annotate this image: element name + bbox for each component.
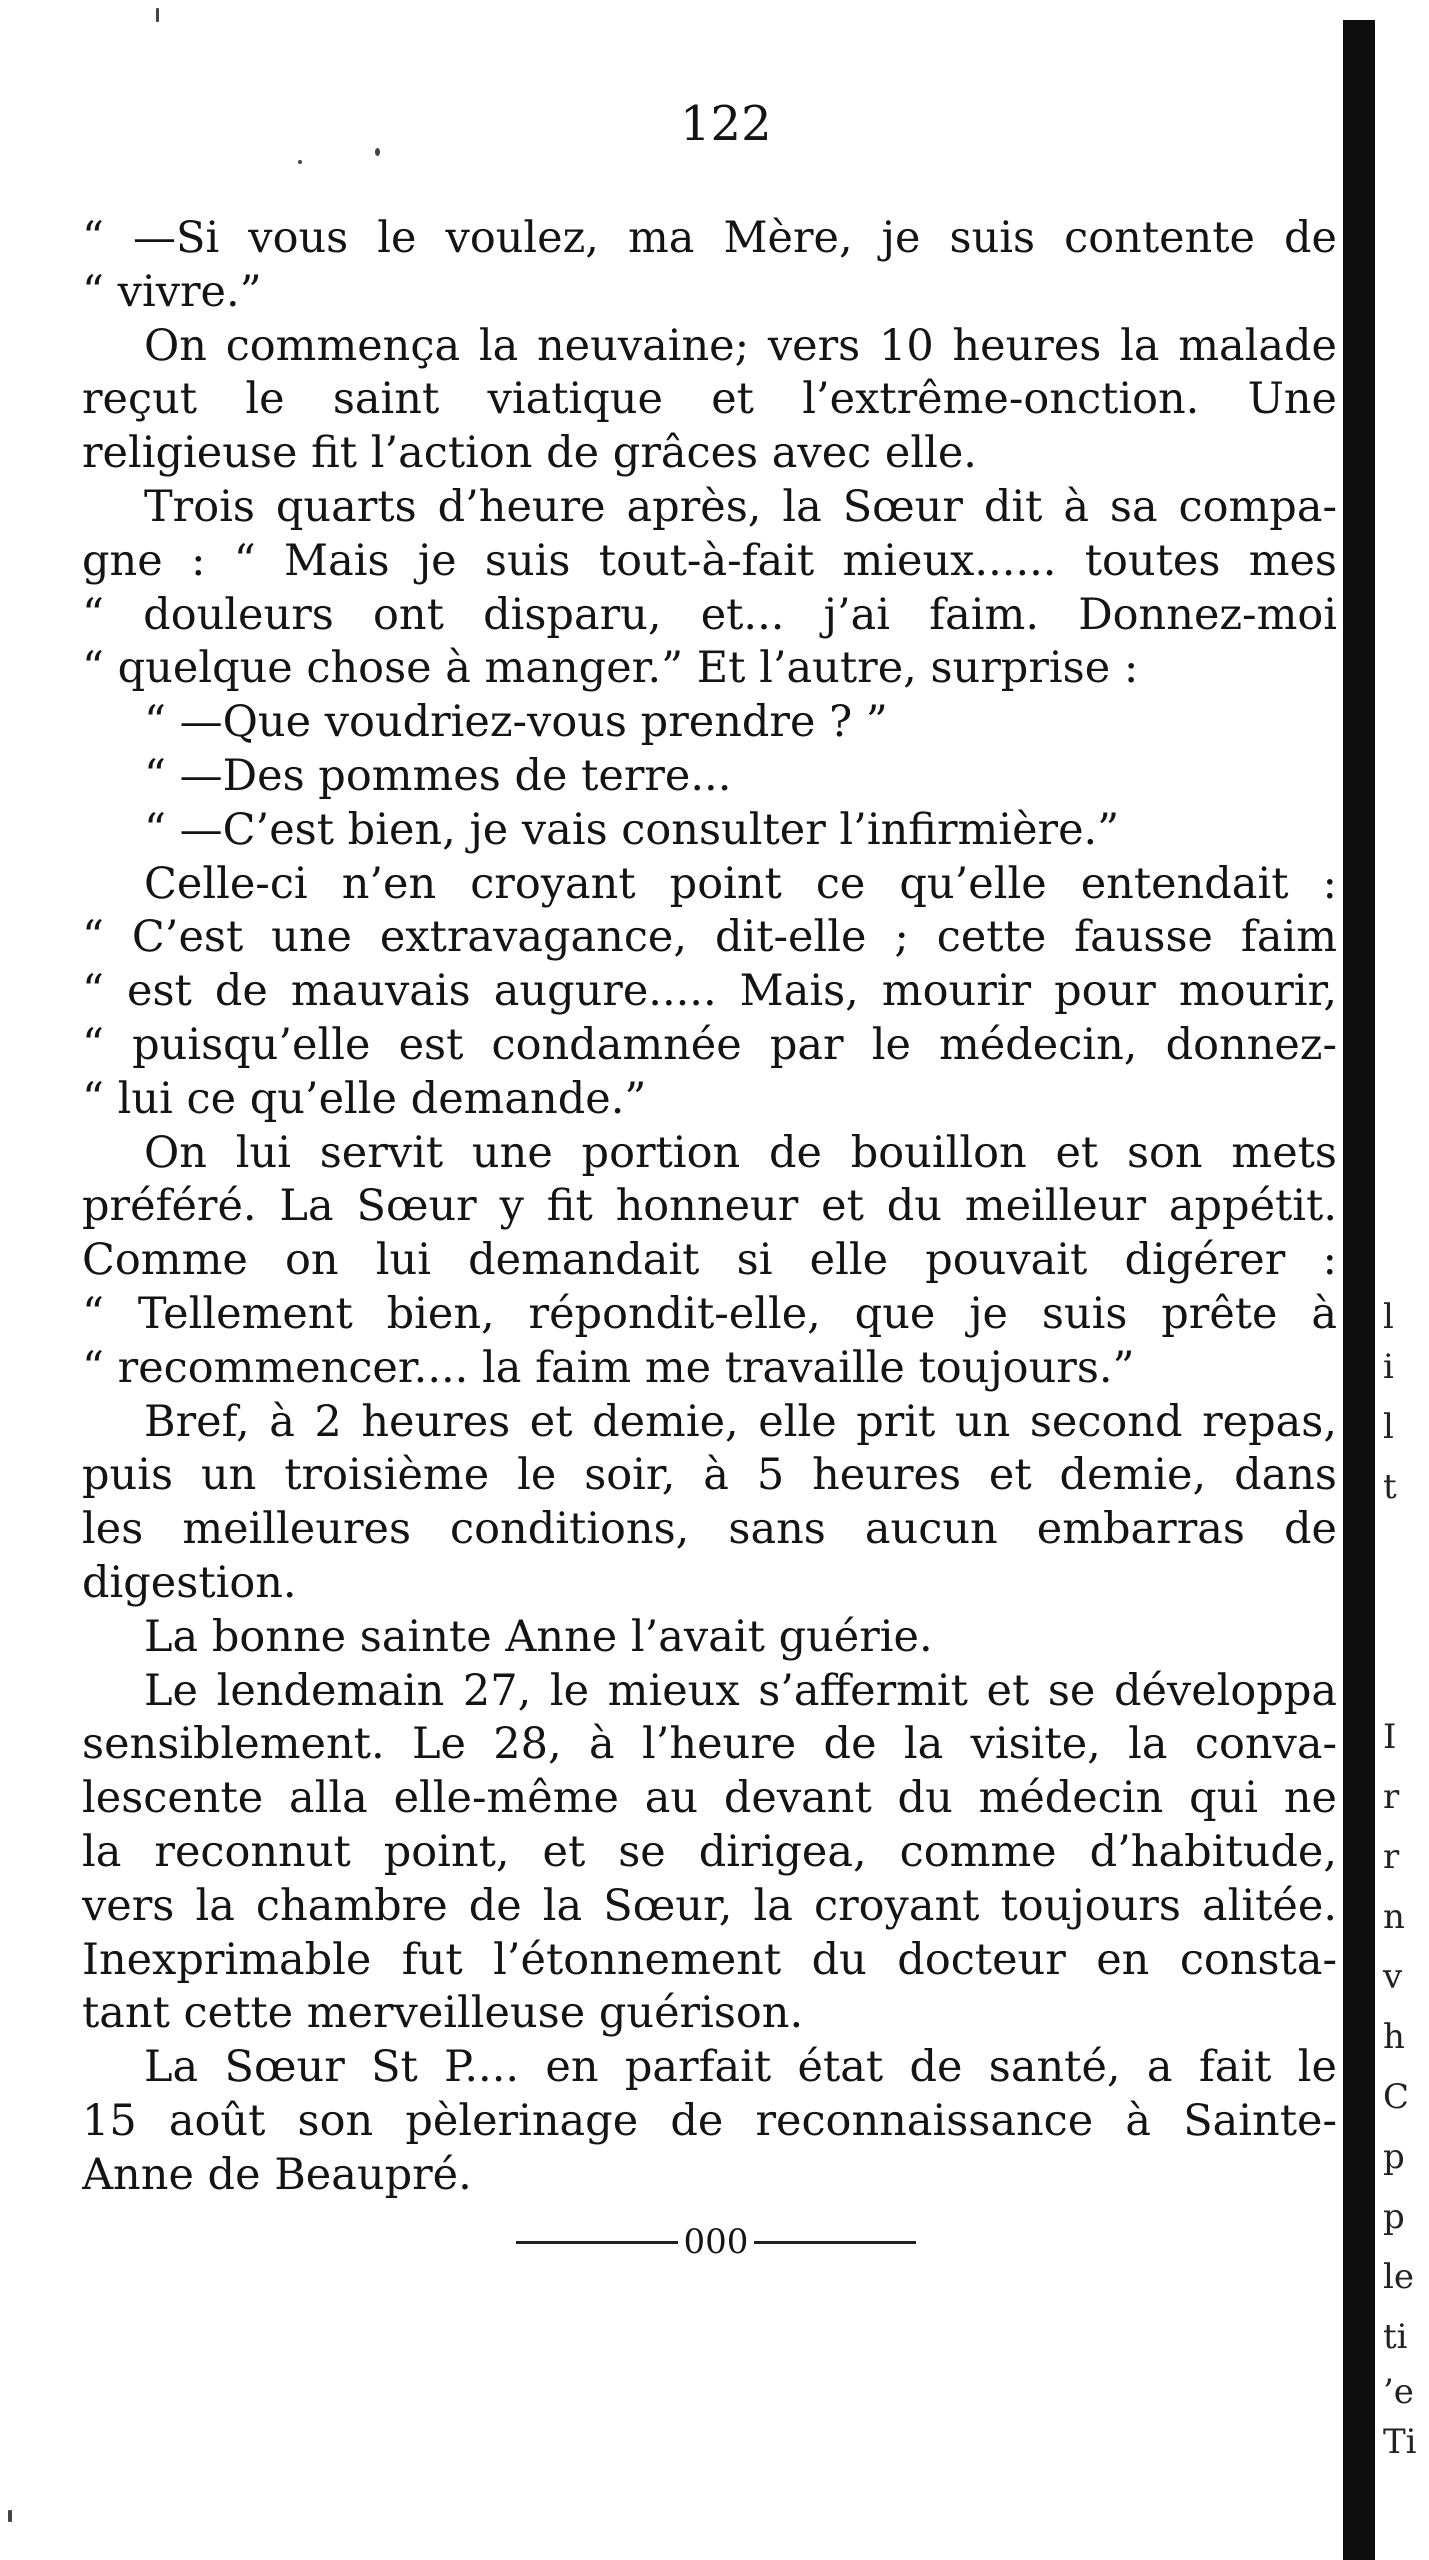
page-number: 122 (680, 96, 772, 152)
ink-speck (156, 8, 159, 22)
text-line: “ Tellement bien, répondit-elle, que je suis prête à (82, 1288, 1337, 1339)
facing-page-fragment: h (1383, 2017, 1405, 2057)
text-line: “ —C’est bien, je vais consulter l’infirmière.” (144, 804, 1120, 855)
text-line: gne : “ Mais je suis tout-à-fait mieux...... toutes mes (82, 535, 1337, 586)
text-line: “ —Si vous le voulez, ma Mère, je suis contente de (82, 213, 1337, 263)
body-text (82, 212, 1337, 2202)
text-line: On lui servit une portion de bouillon et son mets (144, 1127, 1337, 1178)
text-line: La bonne sainte Anne l’avait guérie. (144, 1611, 933, 1662)
text-line: tant cette merveilleuse guérison. (82, 1988, 804, 2039)
facing-page-fragment: ’e (1383, 2372, 1414, 2412)
text-line: “ quelque chose à manger.” Et l’autre, surprise : (82, 643, 1139, 694)
facing-page-fragment: r (1383, 1837, 1400, 1877)
text-line: “ —Que voudriez-vous prendre ? ” (144, 697, 888, 748)
text-line: “ recommencer.... la faim me travaille toujours.” (82, 1342, 1135, 1393)
text-line: La Sœur St P.... en parfait état de santé, a fait le (144, 2042, 1337, 2093)
text-line: “ lui ce qu’elle demande.” (82, 1073, 647, 1124)
facing-page-fragment: C (1383, 2077, 1410, 2117)
facing-page-fragment: p (1383, 2197, 1405, 2237)
text-line: “ douleurs ont disparu, et... j’ai faim. Donnez-moi (82, 589, 1337, 640)
separator-rule-left (516, 2241, 678, 2244)
text-line: Comme on lui demandait si elle pouvait digérer : (82, 1235, 1337, 1286)
section-separator (516, 2222, 916, 2262)
text-line: “ —Des pommes de terre... (144, 750, 732, 801)
text-line: On commença la neuvaine; vers 10 heures la malade (144, 320, 1337, 371)
facing-page-fragment: I (1383, 1717, 1397, 1757)
facing-page-fragment: le (1383, 2257, 1414, 2297)
text-line: 15 août son pèlerinage de reconnaissance à Sainte- (82, 2095, 1337, 2146)
ink-speck (8, 2510, 12, 2522)
text-line: lescente alla elle-même au devant du médecin qui ne (82, 1773, 1337, 1824)
text-line: vers la chambre de la Sœur, la croyant toujours alitée. (82, 1880, 1337, 1931)
text-line: “ vivre.” (82, 266, 262, 317)
text-line: Bref, à 2 heures et demie, elle prit un second repas, (144, 1396, 1337, 1447)
separator-rule-right (754, 2241, 916, 2244)
text-line: Celle-ci n’en croyant point ce qu’elle entendait : (144, 858, 1337, 909)
facing-page-fragment: n (1383, 1897, 1405, 1937)
text-line: puis un troisième le soir, à 5 heures et demie, dans (82, 1450, 1337, 1501)
facing-page-fragment: i (1383, 1347, 1394, 1387)
ink-speck (298, 160, 302, 164)
text-line: Le lendemain 27, le mieux s’affermit et se développa (144, 1665, 1337, 1716)
separator-mark: 000 (683, 2222, 749, 2262)
facing-page-fragment: v (1383, 1957, 1403, 1997)
facing-page-fragment: p (1383, 2137, 1405, 2177)
text-line: “ puisqu’elle est condamnée par le médecin, donnez- (82, 1019, 1337, 1070)
text-line: “ C’est une extravagance, dit-elle ; cette fausse faim (82, 912, 1337, 963)
facing-page-fragment: Ti (1383, 2422, 1417, 2462)
text-line: Trois quarts d’heure après, la Sœur dit à sa compa- (144, 481, 1337, 532)
gutter-shadow (1343, 20, 1375, 2560)
text-line: reçut le saint viatique et l’extrême-onction. Une (82, 374, 1337, 425)
facing-page-fragment: l (1383, 1407, 1394, 1447)
text-line: “ est de mauvais augure..... Mais, mourir pour mourir, (82, 966, 1337, 1017)
facing-page-edge (1343, 0, 1429, 2560)
text-line: digestion. (82, 1557, 297, 1608)
text-line: sensiblement. Le 28, à l’heure de la visite, la conva- (82, 1719, 1337, 1770)
ink-speck (375, 148, 380, 156)
text-line: Anne de Beaupré. (82, 2149, 472, 2200)
text-line: religieuse fit l’action de grâces avec elle. (82, 428, 977, 479)
facing-page-fragment: l (1383, 1297, 1394, 1337)
text-line: la reconnut point, et se dirigea, comme d’habitude, (82, 1826, 1337, 1877)
text-line: Inexprimable fut l’étonnement du docteur en consta- (82, 1934, 1337, 1985)
text-line: préféré. La Sœur y fit honneur et du meilleur appétit. (82, 1181, 1337, 1232)
text-line: les meilleures conditions, sans aucun embarras de (82, 1504, 1337, 1555)
facing-page-fragment: t (1383, 1467, 1397, 1507)
facing-page-fragment: r (1383, 1777, 1400, 1817)
facing-page-fragment: ti (1383, 2317, 1408, 2357)
